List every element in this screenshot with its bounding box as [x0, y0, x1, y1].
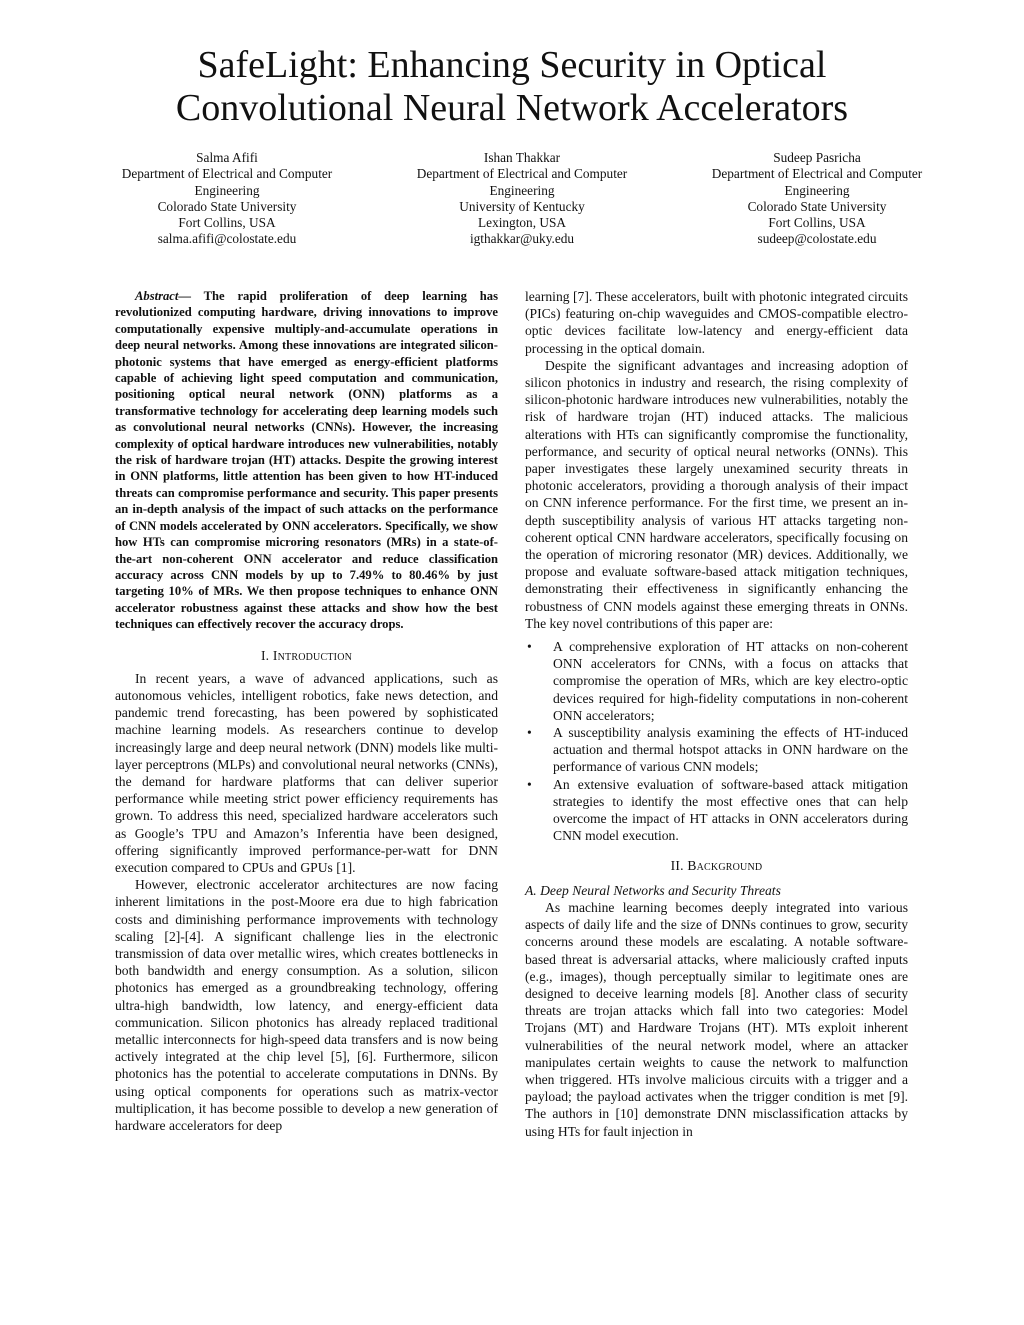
author-dept: Department of Electrical and Computer — [121, 166, 333, 182]
list-item: • An extensive evaluation of software-based attack mitigation strategies to identify the most effective ones that can help overcome the impact of HT attacks in ONN accelerators during CNN model execution. — [525, 776, 908, 845]
author-block — [92, 150, 952, 248]
author-name: Ishan Thakkar — [483, 150, 561, 165]
abstract-dash: — — [178, 289, 204, 303]
author-dept-2: Engineering — [194, 182, 260, 198]
author-city: Lexington, USA — [478, 215, 566, 231]
author-email: igthakkar@uky.edu — [469, 231, 575, 247]
contributions-list — [525, 638, 908, 844]
title-line-1: SafeLight: Enhancing Security in Optical — [197, 44, 827, 86]
author-name: Salma Afifi — [196, 150, 258, 165]
author-city: Fort Collins, USA — [768, 215, 866, 231]
left-column — [115, 288, 498, 1134]
section-number: I. — [260, 647, 270, 663]
author-org: Colorado State University — [747, 198, 887, 214]
title-line-2: Convolutional Neural Network Accelerators — [175, 87, 849, 129]
abstract — [115, 288, 498, 633]
subsection-label: A. — [525, 882, 537, 898]
abstract-label: Abstract — [135, 289, 179, 303]
author-dept-2: Engineering — [784, 182, 850, 198]
author-name: Sudeep Pasricha — [773, 150, 861, 165]
paper-title — [0, 44, 1024, 130]
intro-paragraph-continued: learning [7]. These accelerators, built with photonic integrated circuits (PICs) featuring on-chip waveguides and CMOS-compatible electro-optic devices facilitate low-latency and energy-efficient data processing in the optical domain. — [525, 289, 908, 356]
author-2 — [387, 150, 657, 248]
author-email: salma.afifi@colostate.edu — [157, 231, 297, 247]
background-paragraph-1: As machine learning becomes deeply integrated into various aspects of daily life and the size of DNNs continues to grow, security concerns around these models are escalating. A notable software-based threat is adversarial attacks, where maliciously crafted inputs (e.g., images), though perceptually similar to legitimate ones are designed to deceive learning models [8]. Another class of security threats are trojan attacks which fall into two categories: Model Trojans (MT) and Hardware Trojans (HT). MTs exploit inherent vulnerabilities of the neural network model, where an attacker manipulates certain weights to cause the network to malfunction when triggered. HTs involve malicious circuits with a trigger and a payload; the payload activates when the trigger condition is met [9]. The authors in [10] demonstrate DNN misclassification attacks by using HTs for fault injection in — [525, 899, 908, 1139]
list-item: • A comprehensive exploration of HT attacks on non-coherent ONN accelerators for CNNs, with a focus on attacks that compromise the operation of MRs, which are key electro-optic devices required for high-fidelity computations in non-coherent ONN accelerators; — [525, 638, 908, 724]
right-column — [525, 288, 908, 1140]
list-item: • A susceptibility analysis examining the effects of HT-induced actuation and thermal hotspot attacks in ONN hardware on the performance of various CNN models; — [525, 724, 908, 776]
section-heading-introduction — [115, 647, 498, 664]
intro-paragraph-3: Despite the significant advantages and increasing adoption of silicon photonics in industry and research, the rising complexity of silicon-photonic hardware introduces new vulnerabilities, notably the risk of hardware trojan (HT) induced attacks. The malicious alterations with HTs can significantly compromise the functionality, performance, and security of optical neural networks (ONNs). This paper investigates these largely unexamined security threats in photonic accelerators, providing a thorough analysis of their impact on CNN inference performance. For the first time, we present an in-depth susceptibility analysis of various HT attacks targeting non-coherent optical CNN hardware accelerators, specifically focusing on the operation of microring resonator (MR) devices. Additionally, we propose and evaluate software-based attack mitigation techniques, demonstrating their effectiveness in significantly enhancing the robustness of CNN models against these emerging threats in ONNs. The key novel contributions of this paper are: — [525, 357, 908, 631]
author-dept: Department of Electrical and Computer — [416, 166, 628, 182]
author-org: Colorado State University — [157, 198, 297, 214]
author-dept: Department of Electrical and Computer — [711, 166, 923, 182]
section-heading-background — [525, 857, 908, 874]
author-email: sudeep@colostate.edu — [757, 231, 877, 247]
author-org: University of Kentucky — [459, 198, 585, 214]
section-title: Introduction — [272, 647, 353, 663]
intro-paragraph-1: In recent years, a wave of advanced applications, such as autonomous vehicles, intelligent robotics, fake news detection, and pandemic trend forecasting, has been powered by sophisticated machine learning models. As researchers continue to develop increasingly large and deep neural network (DNN) models like multi-layer perceptrons (MLPs) and convolutional neural networks (CNNs), the demand for hardware platforms that can deliver superior performance while meeting strict power efficiency requirements has grown. To address this need, specialized hardware accelerators such as Google’s TPU and Amazon’s Inferentia have been designed, offering significantly improved performance-per-watt for DNN execution compared to CPUs and GPUs [1]. — [115, 670, 498, 875]
subsection-heading — [525, 882, 908, 899]
author-dept-2: Engineering — [489, 182, 555, 198]
subsection-title: Deep Neural Networks and Security Threats — [540, 882, 781, 898]
author-1 — [92, 150, 362, 248]
intro-paragraph-2: However, electronic accelerator architectures are now facing inherent limitations in the post-Moore era due to high fabrication costs and diminishing performance improvements with technology scaling [2]-[4]. A significant challenge lies in the electronic transmission of data over metallic wires, which creates bottlenecks in both bandwidth and energy consumption. As a solution, silicon photonics has emerged as a groundbreaking technology, offering ultra-high bandwidth, low latency, and energy-efficient data communication. Silicon photonics has already replaced traditional metallic interconnects for high-speed data transfers and is now being actively integrated at the chip level [5], [6]. Furthermore, silicon photonics has the potential to accelerate computations in DNNs. By using optical components for operations such as matrix-vector multiplication, it has become possible to develop a new generation of hardware accelerators for deep — [115, 877, 498, 1134]
section-number: II. — [670, 857, 684, 873]
author-3 — [682, 150, 952, 248]
section-title: Background — [687, 857, 763, 873]
author-city: Fort Collins, USA — [178, 215, 276, 231]
abstract-text: The rapid proliferation of deep learning has revolutionized computing hardware, driving innovations to improve computationally expensive multiply-and-accumulate operations in deep neural networks. Among these innovations are integrated silicon-photonic systems that have emerged as energy-efficient platforms capable of achieving light speed computation and communication, positioning optical neural network (ONN) platforms as a transformative technology for accelerating deep learning models such as convolutional neural networks (CNNs). However, the increasing complexity of optical hardware introduces new vulnerabilities, notably the risk of hardware trojan (HT) attacks. Despite the growing interest in ONN platforms, little attention has been given to how HT-induced threats can compromise performance and security. This paper presents an in-depth analysis of the impact of such attacks on the performance of CNN models accelerated by ONN accelerators. Specifically, we show how HTs can compromise microring resonators (MRs) in a state-of-the-art non-coherent ONN accelerator and reduce classification accuracy across CNN models by up to 7.49% to 80.46% by just targeting 10% of MRs. We then propose techniques to enhance ONN accelerator robustness against these attacks and show how the best techniques can effectively recover the accuracy drops. — [115, 289, 499, 632]
